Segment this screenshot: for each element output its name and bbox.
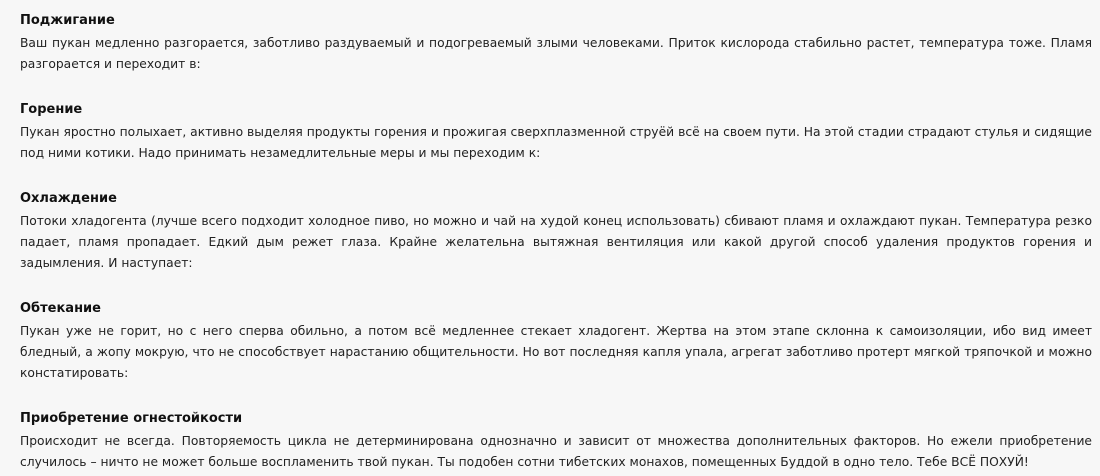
- section-dripping: [20, 300, 1092, 384]
- section-ignition: [20, 12, 1092, 75]
- section-title: Поджигание: [20, 13, 115, 28]
- section-title: Приобретение огнестойкости: [20, 411, 243, 426]
- section-title: Горение: [20, 102, 83, 117]
- section-fireproof: [20, 410, 1092, 473]
- section-title: Охлаждение: [20, 191, 117, 206]
- section-text: Ваш пукан медленно разгорается, заботливо раздуваемый и подогреваемый злыми человеками. Приток кислорода стабильно растет, температура тоже. Пламя разгорается и переходит в:: [20, 36, 1092, 71]
- section-cooling: [20, 190, 1092, 274]
- section-text: Происходит не всегда. Повторяемость цикла не детерминирована однозначно и зависит от множества дополнительных факторов. Но ежели приобретение случилось – ничто не может больше воспламенить твой пукан. Ты подобен сотни тибетских монахов, помещенных Буддой в одно тело. Тебе ВСЁ ПОХУЙ!: [20, 434, 1092, 469]
- section-text: Пукан яростно полыхает, активно выделяя продукты горения и прожигая сверхплазменной струёй всё на своем пути. На этой стадии страдают стулья и сидящие под ними котики. Надо принимать незамедлительные меры и мы переходим к:: [20, 125, 1092, 160]
- section-title: Обтекание: [20, 301, 101, 316]
- section-text: Потоки хладогента (лучше всего подходит холодное пиво, но можно и чай на худой конец использовать) сбивают пламя и охлаждают пукан. Температура резко падает, пламя пропадает. Едкий дым режет глаза. Крайне желательна вытяжная вентиляция или какой другой способ удаления продуктов горения и задымления. И наступает:: [20, 214, 1092, 270]
- section-burning: [20, 101, 1092, 164]
- section-text: Пукан уже не горит, но с него сперва обильно, а потом всё медленнее стекает хладогент. Жертва на этом этапе склонна к самоизоляции, ибо вид имеет бледный, а жопу мокрую, что не способствует нарастанию общительности. Но вот последняя капля упала, агрегат заботливо протерт мягкой тряпочкой и можно констатировать:: [20, 324, 1092, 380]
